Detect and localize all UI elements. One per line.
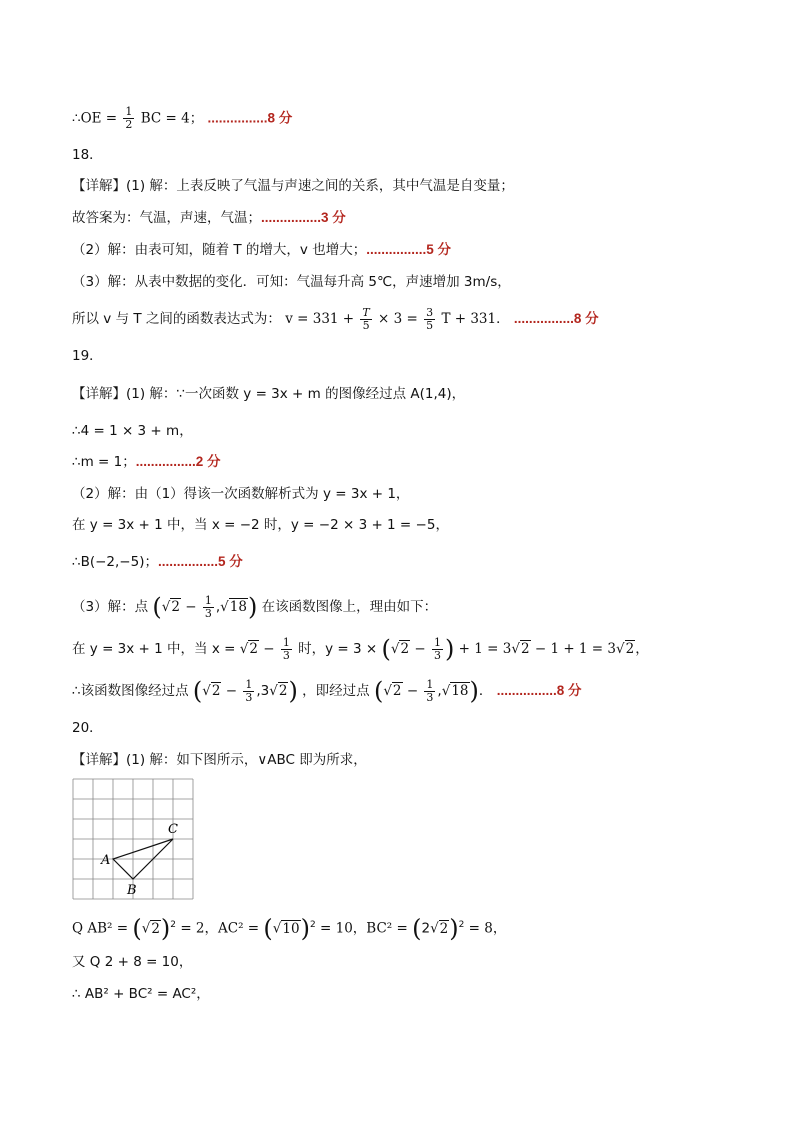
question-number-18: 18． <box>72 147 103 163</box>
score-5: ................5 分 <box>157 554 243 569</box>
q18-line5: 所以 v 与 T 之间的函数表达式为： v = 331 + $\frac{T}{5}$ × 3 = $\frac{3}{5}$ T + 331． ................8 分 <box>72 305 599 332</box>
score-2: ................2 分 <box>135 454 221 469</box>
score-8: ................8 分 <box>513 311 599 326</box>
q19-line5: 在 y = 3x + 1 中，当 x = −2 时，y = −2 × 3 + 1 = −5， <box>72 517 449 533</box>
score-3: ................3 分 <box>261 210 346 225</box>
fraction-t-over-5: $\frac{T}{5}$ <box>362 305 370 332</box>
score-8: ................8 分 <box>207 110 293 126</box>
triangle-grid-figure <box>72 778 194 900</box>
q20-line2: Q $AB^2 = (√2)^2 = 2$，$AC^2 = (√10)^2 = 10$，$BC^2 = (2√2)^2 = 8$， <box>72 914 507 943</box>
q18-line2: 故答案为：气温，声速，气温；................3 分 <box>72 210 346 226</box>
score-8: ................8 分 <box>496 683 582 698</box>
question-number-20: 20． <box>72 720 103 736</box>
half-fraction: $\frac{1}{2}$ <box>125 105 133 131</box>
fraction-3-over-5: $\frac{3}{5}$ <box>426 305 434 332</box>
q18-line4: （3）解：从表中数据的变化．可知：气温每升高 5℃，声速增加 3m/s， <box>72 274 511 290</box>
grid-lines <box>73 779 193 899</box>
q18-line1: 【详解】(1) 解：上表反映了气温与声速之间的关系，其中气温是自变量； <box>72 178 514 194</box>
q19-line3: ∴m = 1；................2 分 <box>72 454 221 470</box>
q19-line8: 在 y = 3x + 1 中，当 x = √2 − $\frac{1}{3}$ 时，y = 3 × (√2 − $\frac{1}{3}$ ) + 1 = 3√2 − 1 + 1 = 3√2， <box>72 635 649 663</box>
q19-line6: ∴B(−2,−5)；................5 分 <box>72 554 243 570</box>
q20-line1: 【详解】(1) 解：如下图所示，∨ABC 即为所求， <box>72 752 367 768</box>
line-oe <box>72 106 292 131</box>
q18-line3: （2）解：由表可知，随着 T 的增大，v 也增大；................5 分 <box>72 242 451 258</box>
q19-line1: 【详解】(1) 解：∵一次函数 y = 3x + m 的图像经过点 A(1,4)， <box>72 386 466 402</box>
question-number-19: 19． <box>72 348 103 364</box>
label-a: A <box>101 853 111 868</box>
score-5: ................5 分 <box>366 242 451 257</box>
oe-pre: ∴OE = <box>72 110 118 127</box>
q20-line4: ∴ AB² + BC² = AC²， <box>72 986 210 1002</box>
q19-line9: ∴该函数图像经过点 (√2 − $\frac{1}{3}$ ,3√2) ，即经过点 (√2 − $\frac{1}{3}$ ,√18)． ................8 分 <box>72 677 582 705</box>
q19-line7: （3）解：点 (√2 − $\frac{1}{3}$ ,√18) 在该函数图像上，理由如下： <box>72 593 438 621</box>
oe-post: BC = 4； <box>140 110 204 127</box>
label-b: B <box>127 883 137 898</box>
q19-line2: ∴4 = 1 × 3 + m， <box>72 423 193 439</box>
label-c: C <box>168 822 178 837</box>
q19-line4: （2）解：由（1）得该一次函数解析式为 y = 3x + 1， <box>72 486 410 502</box>
q20-line3: 又 Q 2 + 8 = 10， <box>72 954 193 970</box>
